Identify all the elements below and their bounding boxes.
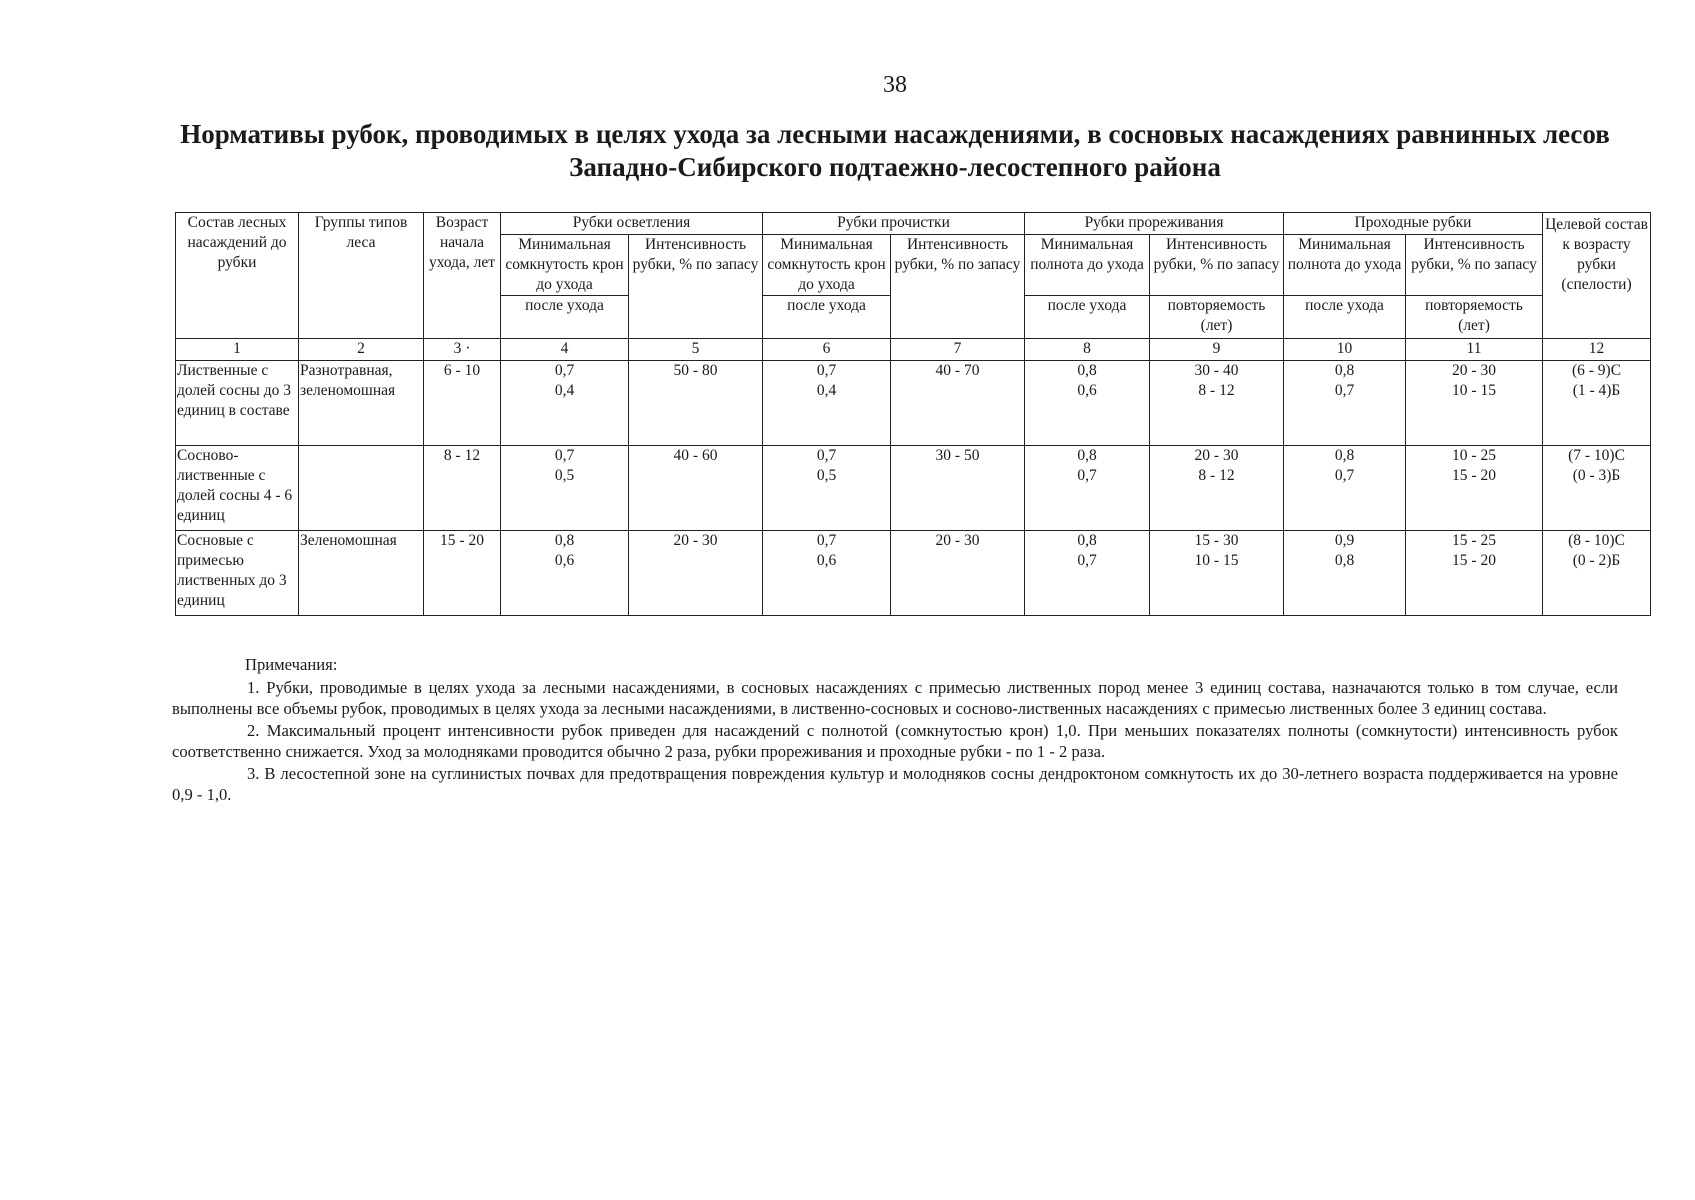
- header-min-closure-lighting: Минимальная сомкнутость крон до ухода: [501, 235, 629, 296]
- cell-intensity-passing: [1406, 531, 1543, 616]
- header-after-care-lighting: после ухода: [501, 296, 629, 339]
- header-intensity-passing: Интенсивность рубки, % по запасу: [1406, 235, 1543, 296]
- value-before: 0,8: [1077, 447, 1097, 464]
- cell-intensity-lighting: 50 - 80: [629, 361, 763, 446]
- cell-intensity-lighting: 20 - 30: [629, 531, 763, 616]
- header-target: Целевой состав к возрасту рубки (спелости): [1543, 213, 1651, 339]
- cell-age: 15 - 20: [424, 531, 501, 616]
- value-repeat: 8 - 12: [1198, 467, 1235, 484]
- value-after: 0,5: [554, 467, 575, 484]
- value-after: 0,7: [1077, 552, 1097, 569]
- value-before: 0,7: [816, 447, 837, 464]
- value-after: 0,7: [1077, 467, 1097, 484]
- cell-min-density-passing: [1284, 446, 1406, 531]
- column-number: 10: [1284, 339, 1406, 361]
- cell-age: 6 - 10: [424, 361, 501, 446]
- header-passing: Проходные рубки: [1284, 213, 1543, 235]
- cell-min-density-passing: [1284, 531, 1406, 616]
- header-min-density-passing: Минимальная полнота до ухода: [1284, 235, 1406, 296]
- header-thinning: Рубки прореживания: [1025, 213, 1284, 235]
- value-after: 0,6: [554, 552, 575, 569]
- value-after: 0,5: [816, 467, 837, 484]
- header-age: Возраст начала ухода, лет: [424, 213, 501, 339]
- note-item: 1. Рубки, проводимые в целях ухода за лесными насаждениями, в сосновых насаждениях с примесью лиственных пород менее 3 единиц состава, назначаются только в том случае, если выполнены все объемы рубок, проводимых в целях ухода за лесными насаждениями, в лиственно-сосновых и сосново-лиственных насаждениях с примесью лиственных более 3 единиц состава.: [172, 677, 1618, 718]
- value-before: 0,9: [1334, 532, 1355, 549]
- column-number: 9: [1150, 339, 1284, 361]
- header-intensity-lighting: Интенсивность рубки, % по запасу: [629, 235, 763, 339]
- cell-min-closure-cleaning: [763, 446, 891, 531]
- cell-min-density-thinning: [1025, 361, 1150, 446]
- value-before: 0,8: [1077, 532, 1097, 549]
- cell-intensity-thinning: [1150, 531, 1284, 616]
- value-before: 0,7: [554, 362, 575, 379]
- value-pine: (6 - 9)С: [1571, 362, 1622, 379]
- value-repeat: 10 - 15: [1452, 382, 1496, 399]
- cell-min-closure-lighting: [501, 361, 629, 446]
- norms-table: [175, 212, 1651, 616]
- value-after: 0,4: [816, 382, 837, 399]
- cell-intensity-cleaning: 40 - 70: [891, 361, 1025, 446]
- page-number: 38: [883, 72, 907, 98]
- value-after: 0,6: [816, 552, 837, 569]
- table-row: [176, 361, 1651, 446]
- value-pine: (8 - 10)С: [1568, 532, 1625, 549]
- column-number: 12: [1543, 339, 1651, 361]
- cell-intensity-passing: [1406, 446, 1543, 531]
- cell-target: [1543, 361, 1651, 446]
- cell-min-closure-cleaning: [763, 361, 891, 446]
- value-before: 0,8: [1077, 362, 1097, 379]
- header-cleaning: Рубки прочистки: [763, 213, 1025, 235]
- cell-target: [1543, 446, 1651, 531]
- header-after-care-thinning: после ухода: [1025, 296, 1150, 339]
- value-birch: (0 - 3)Б: [1572, 467, 1621, 484]
- note-item: 3. В лесостепной зоне на суглинистых почвах для предотвращения повреждения культур и молодняков сосны дендроктоном сомкнутость их до 30-летнего возраста поддерживается на уровне 0,9 - 1,0.: [172, 763, 1618, 804]
- column-number: 5: [629, 339, 763, 361]
- value-intensity: 20 - 30: [1452, 362, 1496, 379]
- header-forest-types: Группы типов леса: [299, 213, 424, 339]
- column-number-row: [176, 339, 1651, 361]
- value-intensity: 15 - 30: [1194, 532, 1239, 549]
- header-after-care-cleaning: после ухода: [763, 296, 891, 339]
- value-repeat: 8 - 12: [1198, 382, 1235, 399]
- value-after: 0,6: [1077, 382, 1097, 399]
- column-number: 3 ·: [424, 339, 501, 361]
- cell-target: [1543, 531, 1651, 616]
- column-number: 4: [501, 339, 629, 361]
- cell-min-density-thinning: [1025, 531, 1150, 616]
- page-title: Нормативы рубок, проводимых в целях ухода за лесными насаждениями, в сосновых насаждениях равнинных лесов Западно-Сибирского подтаежно-лесостепного района: [180, 119, 1610, 182]
- value-after: 0,8: [1334, 552, 1355, 569]
- header-composition: Состав лесных насаждений до рубки: [176, 213, 299, 339]
- value-intensity: 20 - 30: [1194, 447, 1239, 464]
- header-intensity-cleaning: Интенсивность рубки, % по запасу: [891, 235, 1025, 339]
- value-repeat: 15 - 20: [1452, 467, 1496, 484]
- column-number: 7: [891, 339, 1025, 361]
- header-lighting: Рубки осветления: [501, 213, 763, 235]
- cell-min-closure-lighting: [501, 446, 629, 531]
- value-intensity: 10 - 25: [1452, 447, 1496, 464]
- value-pine: (7 - 10)С: [1568, 447, 1625, 464]
- value-before: 0,7: [816, 532, 837, 549]
- column-number: 11: [1406, 339, 1543, 361]
- header-min-closure-cleaning: Минимальная сомкнутость крон до ухода: [763, 235, 891, 296]
- header-after-care-passing: после ухода: [1284, 296, 1406, 339]
- cell-intensity-cleaning: 30 - 50: [891, 446, 1025, 531]
- cell-age: 8 - 12: [424, 446, 501, 531]
- column-number: 8: [1025, 339, 1150, 361]
- cell-min-closure-cleaning: [763, 531, 891, 616]
- value-birch: (0 - 2)Б: [1572, 552, 1621, 569]
- value-after: 0,7: [1334, 382, 1355, 399]
- value-before: 0,8: [554, 532, 575, 549]
- cell-forest-type: Зеленомошная: [299, 531, 424, 616]
- header-intensity-thinning: Интенсивность рубки, % по запасу: [1150, 235, 1284, 296]
- header-repeat-thinning: повторяемость (лет): [1150, 296, 1284, 339]
- notes-heading: Примечания:: [245, 655, 338, 674]
- value-before: 0,7: [816, 362, 837, 379]
- column-number: 6: [763, 339, 891, 361]
- value-before: 0,7: [554, 447, 575, 464]
- value-intensity: 30 - 40: [1194, 362, 1239, 379]
- value-before: 0,8: [1334, 362, 1355, 379]
- value-before: 0,8: [1334, 447, 1355, 464]
- value-after: 0,7: [1334, 467, 1355, 484]
- column-number: 2: [299, 339, 424, 361]
- cell-composition: Сосновые с примесью лиственных до 3 единиц: [176, 531, 299, 616]
- cell-composition: Лиственные с долей сосны до 3 единиц в составе: [176, 361, 299, 446]
- header-min-density-thinning: Минимальная полнота до ухода: [1025, 235, 1150, 296]
- note-item: 2. Максимальный процент интенсивности рубок приведен для насаждений с полнотой (сомкнутостью крон) 1,0. При меньших показателях полноты (сомкнутости) интенсивность рубок соответственно снижается. Уход за молодняками проводится обычно 2 раза, рубки прореживания и проходные рубки - по 1 - 2 раза.: [172, 720, 1618, 761]
- value-repeat: 15 - 20: [1452, 552, 1496, 569]
- cell-forest-type: Разнотравная, зеленомошная: [299, 361, 424, 446]
- cell-forest-type: [299, 446, 424, 531]
- header-repeat-passing: повторяемость (лет): [1406, 296, 1543, 339]
- cell-intensity-lighting: 40 - 60: [629, 446, 763, 531]
- value-repeat: 10 - 15: [1194, 552, 1239, 569]
- notes: [172, 654, 1618, 806]
- cell-intensity-passing: [1406, 361, 1543, 446]
- cell-composition: Сосново-лиственные с долей сосны 4 - 6 единиц: [176, 446, 299, 531]
- cell-intensity-thinning: [1150, 361, 1284, 446]
- value-after: 0,4: [554, 382, 575, 399]
- cell-intensity-thinning: [1150, 446, 1284, 531]
- header-row-1: [176, 213, 1651, 235]
- cell-min-density-passing: [1284, 361, 1406, 446]
- column-number: 1: [176, 339, 299, 361]
- table-row: [176, 446, 1651, 531]
- cell-intensity-cleaning: 20 - 30: [891, 531, 1025, 616]
- value-intensity: 15 - 25: [1452, 532, 1496, 549]
- table-row: [176, 531, 1651, 616]
- cell-min-density-thinning: [1025, 446, 1150, 531]
- value-birch: (1 - 4)Б: [1572, 382, 1621, 399]
- cell-min-closure-lighting: [501, 531, 629, 616]
